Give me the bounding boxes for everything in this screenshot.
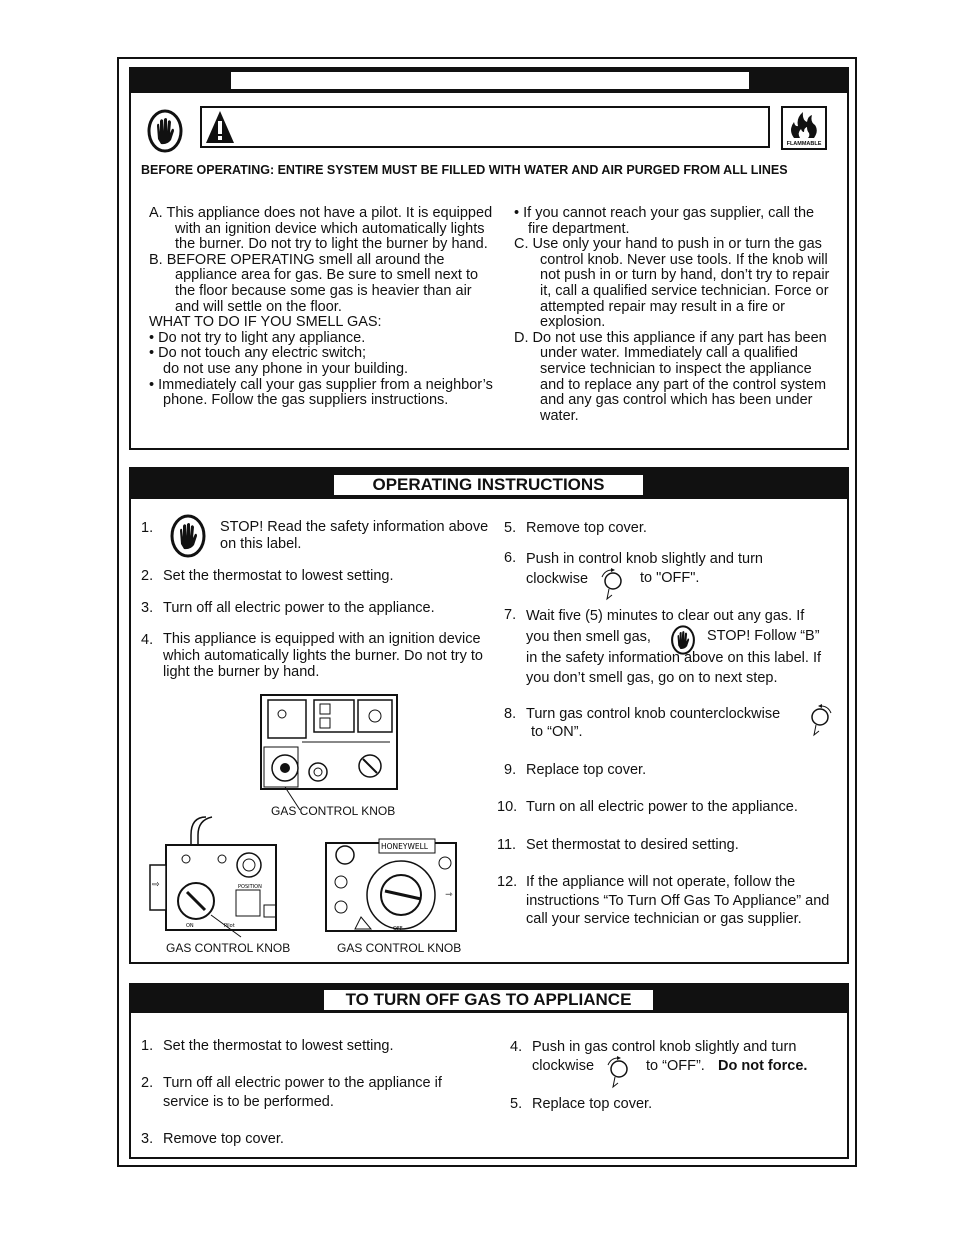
step-number: 4. (510, 1039, 523, 1055)
step-text: Wait five (5) minutes to clear out any gas. If you then smell gas, (526, 608, 805, 645)
step-text-after: to "OFF". (640, 570, 700, 586)
smell-gas-bullet: • Do not try to light any appliance. (149, 329, 366, 346)
before-operating-notice: BEFORE OPERATING: ENTIRE SYSTEM MUST BE FILLED WITH WATER AND AIR PURGED FROM ALL LINES (141, 163, 788, 177)
position-label: POSITION (238, 884, 262, 890)
step-text: Set the thermostat to lowest setting. (163, 1038, 394, 1054)
warning-left-column (149, 206, 494, 409)
step-text: If the appliance will not operate, follow the instructions “To Turn Off Gas To Appliance” and call your service technician or gas supplier. (526, 874, 830, 927)
step-text-mid: STOP! Follow “B” (707, 628, 820, 644)
operating-header-bar (131, 469, 847, 499)
operating-panel (129, 467, 849, 964)
smell-gas-bullet: • Do not touch any electric switch; (149, 345, 367, 362)
warning-panel (129, 67, 849, 450)
caption-gas-control-knob: GAS CONTROL KNOB (337, 941, 462, 955)
do-not-force-text: Do not force. (718, 1058, 808, 1074)
step-text: Replace top cover. (532, 1096, 653, 1112)
step-number: 4. (141, 632, 154, 648)
svg-text:⇨: ⇨ (152, 880, 160, 890)
turn-off-panel (129, 983, 849, 1159)
warning-right-column (514, 206, 836, 424)
gas-valve-diagram-top (258, 692, 403, 797)
step-text: Push in gas control knob slightly and turn clockwise (532, 1039, 797, 1074)
step-text: Turn off all electric power to the appliance if service is to be performed. (163, 1075, 442, 1110)
stop-hand-icon (147, 109, 183, 153)
warning-item-b: B. BEFORE OPERATING smell all around the appliance area for gas. Be sure to smell next to the floor because some gas is heavier than air and will settle on the floor. (149, 251, 479, 315)
step-number: 6. (504, 550, 517, 566)
caption-gas-control-knob: GAS CONTROL KNOB (166, 941, 291, 955)
step-text: Remove top cover. (163, 1131, 284, 1147)
step-number: 11. (497, 837, 517, 853)
warning-triangle-icon (205, 110, 235, 144)
step-text: STOP! Read the safety information above on this label. (220, 519, 489, 552)
step-text: Remove top cover. (526, 520, 647, 536)
warning-item-c: C. Use only your hand to push in or turn the gas control knob. Never use tools. If the knob will not push in or turn by hand, don’t try to repair it, call a qualified service technician. Force or attempted repair may result in a fire or explosion. (514, 236, 830, 331)
step-text: Set thermostat to desired setting. (526, 837, 739, 853)
honeywell-label: HONEYWELL (381, 842, 428, 851)
step-number: 9. (504, 762, 517, 778)
step-text: Push in control knob slightly and turn clockwise (526, 551, 763, 587)
flame-icon (786, 110, 822, 140)
gas-valve-diagram-left (146, 815, 301, 935)
signal-word-box (200, 106, 770, 148)
step-number: 2. (141, 568, 154, 584)
clockwise-knob-icon (605, 1057, 633, 1091)
step-number: 10. (497, 799, 518, 815)
off-label: OFF (393, 926, 403, 932)
flammable-icon (781, 106, 827, 150)
warning-item-a: A. This appliance does not have a pilot. It is equipped with an ignition device which automatically lights the burner. Do not try to light the burner by hand. (149, 205, 493, 253)
fire-dept-bullet: • If you cannot reach your gas supplier, call the fire department. (514, 205, 815, 237)
warning-header-box (231, 72, 749, 89)
warning-item-d: D. Do not use this appliance if any part has been under water. Immediately call a qualified service technician to inspect the appliance and to replace any part of the control system and any gas control which has been under water. (514, 329, 827, 424)
step-text-after: to “OFF”. (646, 1058, 705, 1074)
step-number: 12. (497, 874, 518, 890)
clockwise-knob-icon (599, 569, 627, 603)
step-text-after: in the safety information above on this label. If you don’t smell gas, go on to next step. (526, 650, 822, 686)
step-number: 8. (504, 706, 517, 722)
step-number: 3. (141, 1131, 154, 1147)
on-label: ON (186, 923, 194, 929)
step-text: This appliance is equipped with an ignition device which automatically lights the burner. Do not try to light the burner by hand. (163, 631, 483, 680)
turn-off-header-bar (131, 985, 847, 1013)
step-number: 1. (141, 520, 154, 536)
step-text-after: to “ON”. (531, 724, 583, 740)
pilot-label: Pilot (224, 923, 235, 929)
step-number: 5. (504, 520, 517, 536)
turn-off-title: TO TURN OFF GAS TO APPLIANCE (323, 989, 654, 1011)
step-text: Turn gas control knob counterclockwise (526, 706, 781, 722)
step-number: 3. (141, 600, 154, 616)
step-number: 5. (510, 1096, 523, 1112)
step-text: Turn off all electric power to the appliance. (163, 600, 435, 616)
smell-gas-heading: WHAT TO DO IF YOU SMELL GAS: (149, 314, 382, 331)
operating-title: OPERATING INSTRUCTIONS (333, 474, 644, 496)
svg-text:⇾: ⇾ (445, 890, 453, 900)
step-text: Set the thermostat to lowest setting. (163, 568, 394, 584)
flammable-label: FLAMMABLE (786, 141, 822, 147)
caption-gas-control-knob: GAS CONTROL KNOB (271, 804, 396, 818)
gas-valve-diagram-right (321, 837, 466, 937)
smell-gas-bullet-continued: do not use any phone in your building. (163, 360, 409, 377)
step-number: 1. (141, 1038, 154, 1054)
stop-hand-icon (169, 514, 207, 558)
step-text: Turn on all electric power to the appliance. (526, 799, 798, 815)
smell-gas-bullet: • Immediately call your gas supplier from a neighbor’s phone. Follow the gas suppliers instructions. (149, 376, 493, 409)
step-number: 7. (504, 607, 517, 623)
warning-header-bar (131, 69, 847, 93)
label-border (117, 57, 857, 1167)
step-number: 2. (141, 1075, 154, 1091)
step-text: Replace top cover. (526, 762, 647, 778)
counterclockwise-knob-icon (806, 705, 834, 739)
